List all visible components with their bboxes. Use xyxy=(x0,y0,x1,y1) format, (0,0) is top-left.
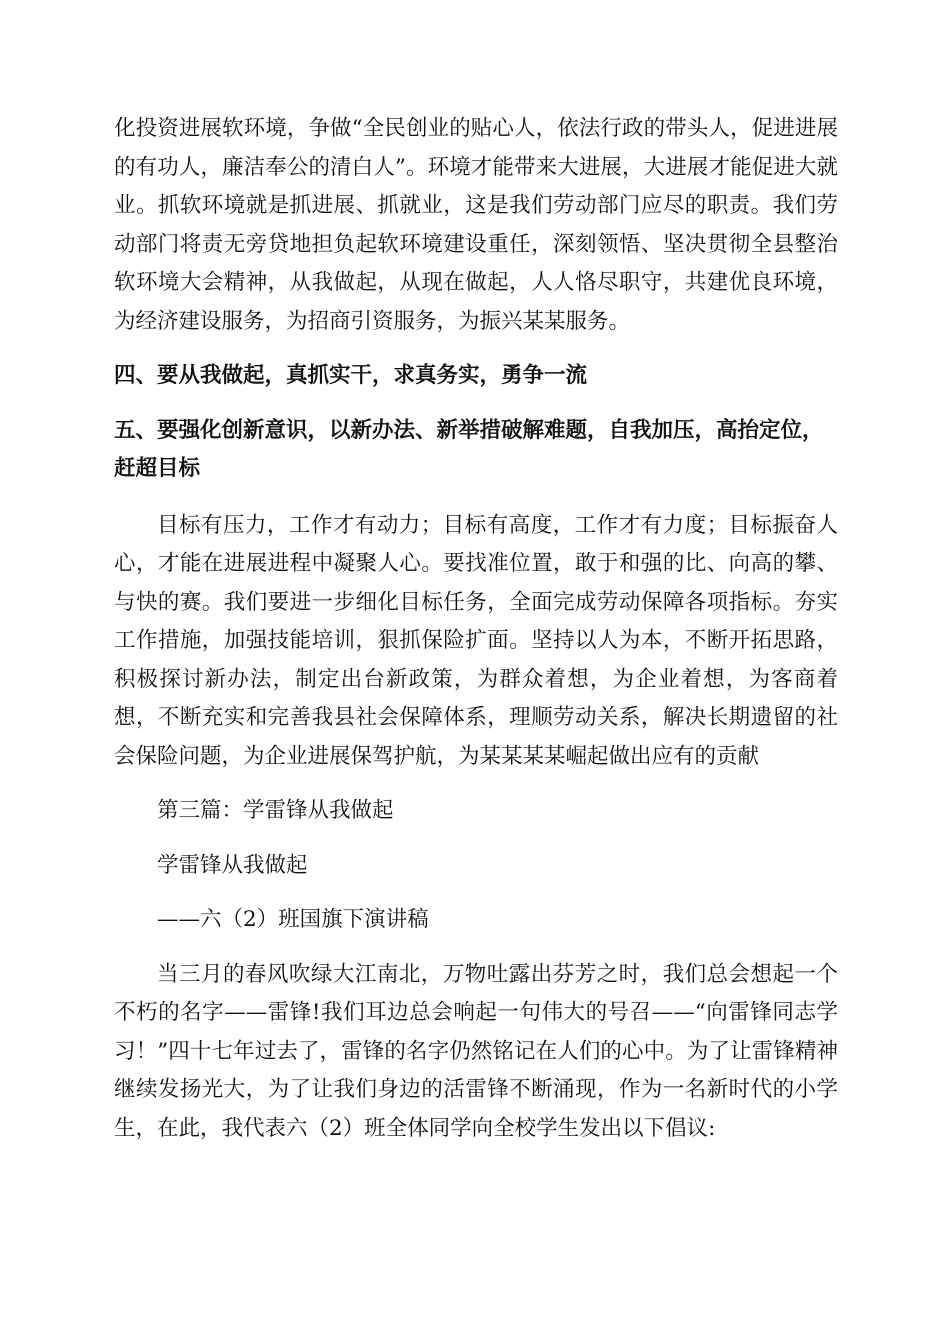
document-page xyxy=(114,110,838,1148)
section-heading-5: 五、要强化创新意识，以新办法、新举措破解难题，自我加压，高抬定位，赶超目标 xyxy=(114,417,824,481)
body-paragraph-3: 当三月的春风吹绿大江南北，万物吐露出芬芳之时，我们总会想起一个不朽的名字——雷锋!我们耳边总会响起一句伟大的号召——“向雷锋同志学习！”四十七年过去了，雷锋的名字仍然铭记在人们的心中。为了让雷锋精神继续发扬光大，为了让我们身边的活雷锋不断涌现，作为一名新时代的小学生，在此，我代表六（2）班全体同学向全校学生发出以下倡议: xyxy=(114,961,838,1141)
body-paragraph-1: 化投资进展软环境，争做“全民创业的贴心人，依法行政的带头人，促进进展的有功人，廉洁奉公的清白人”。环境才能带来大进展，大进展才能促进大就业。抓软环境就是抓进展、抓就业，这是我们劳动部门应尽的职责。我们劳动部门将责无旁贷地担负起软环境建设重任，深刻领悟、坚决贯彻全县整治软环境大会精神，从我做起，从现在做起，人人恪尽职守，共建优良环境，为经济建设服务，为招商引资服务，为振兴某某服务。 xyxy=(114,116,838,334)
body-paragraph-2: 目标有压力，工作才有动力；目标有高度，工作才有力度；目标振奋人心，才能在进展进程中凝聚人心。要找准位置，敢于和强的比、向高的攀、与快的赛。我们要进一步细化目标任务，全面完成劳动保障各项指标。夯实工作措施，加强技能培训，狠抓保险扩面。坚持以人为本，不断开拓思路，积极探讨新办法，制定出台新政策，为群众着想，为企业着想，为客商着想，不断充实和完善我县社会保障体系，理顺劳动关系，解决长期遗留的社会保险问题，为企业进展保驾护航，为某某某某崛起做出应有的贡献 xyxy=(114,512,838,769)
section-heading-4: 四、要从我做起，真抓实干，求真务实，勇争一流 xyxy=(114,363,588,388)
speech-title: 学雷锋从我做起 xyxy=(157,852,308,878)
speech-subtitle: ——六（2）班国旗下演讲稿 xyxy=(157,907,429,932)
chapter-title: 第三篇：学雷锋从我做起 xyxy=(157,798,394,823)
